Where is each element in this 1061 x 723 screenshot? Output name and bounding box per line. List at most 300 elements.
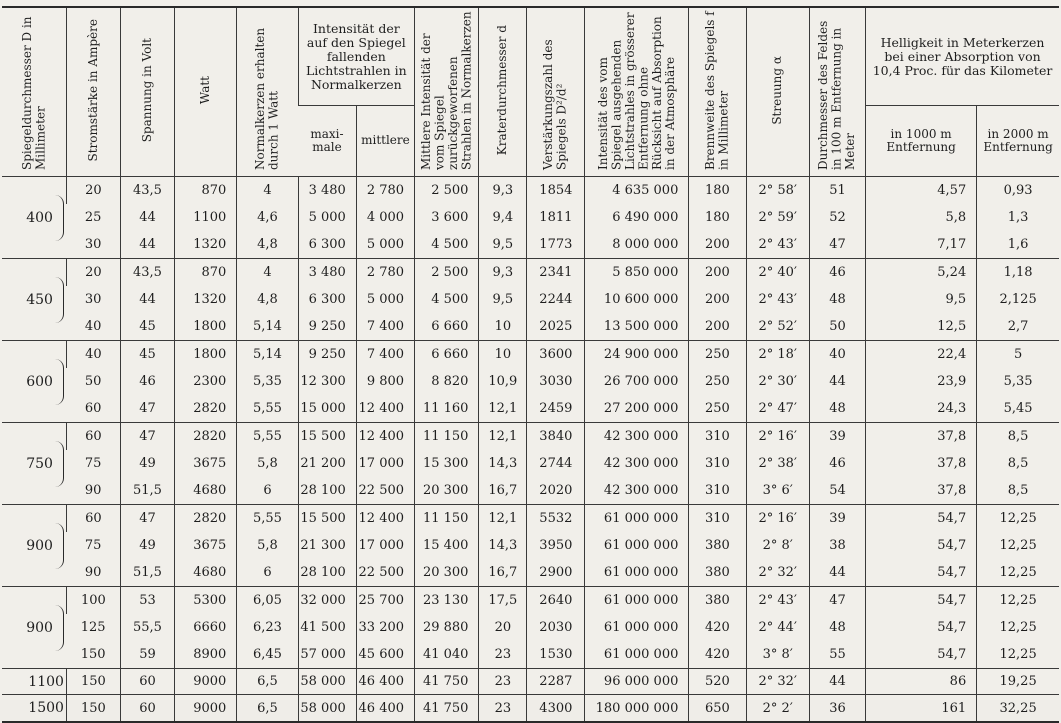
cell-durchmesser-feld: 51 xyxy=(809,177,865,205)
cell-verstaerkungszahl: 1811 xyxy=(527,204,585,231)
cell-durchmesser-feld: 48 xyxy=(809,614,865,641)
cell-watt: 3675 xyxy=(174,450,236,477)
header-kraterdurchmesser: Kraterdurchmesser d xyxy=(479,7,527,177)
cell-kraterdurchmesser: 9,5 xyxy=(479,286,527,313)
cell-spannung: 47 xyxy=(120,423,174,451)
header-watt: Watt xyxy=(174,7,236,177)
cell-intensitaet-mittlere: 12 400 xyxy=(356,423,414,451)
cell-intensitaet-mittlere: 33 200 xyxy=(356,614,414,641)
cell-brennweite: 180 xyxy=(689,177,746,205)
cell-streuung: 2° 58′ xyxy=(746,177,809,205)
cell-streuung: 2° 38′ xyxy=(746,450,809,477)
cell-streuung: 3° 6′ xyxy=(746,477,809,505)
cell-spiegeldurchmesser xyxy=(2,669,66,695)
cell-mittlere-intensitaet: 41 750 xyxy=(415,669,479,695)
cell-streuung: 2° 43′ xyxy=(746,231,809,259)
cell-verstaerkungszahl: 2244 xyxy=(527,286,585,313)
cell-helligkeit-2000: 1,6 xyxy=(977,231,1059,259)
cell-mittlere-intensitaet: 3 600 xyxy=(415,204,479,231)
cell-stromstaerke: 150 xyxy=(80,646,106,662)
cell-brennweite: 310 xyxy=(689,423,746,451)
table-row xyxy=(2,313,1059,341)
diameter-value: 900 xyxy=(26,537,53,554)
cell-kraterdurchmesser: 17,5 xyxy=(479,587,527,615)
cell-stromstaerke: 150 xyxy=(66,695,120,722)
cell-spannung: 53 xyxy=(120,587,174,615)
cell-durchmesser-feld: 48 xyxy=(809,286,865,313)
cell-streuung: 2° 52′ xyxy=(746,313,809,341)
cell-helligkeit-2000: 8,5 xyxy=(977,477,1059,505)
cell-helligkeit-1000: 12,5 xyxy=(866,313,977,341)
cell-spannung: 49 xyxy=(120,450,174,477)
cell-streuung: 2° 43′ xyxy=(746,286,809,313)
cell-helligkeit-1000: 54,7 xyxy=(866,614,977,641)
cell-spannung: 60 xyxy=(120,695,174,722)
cell-normalkerzen: 4,8 xyxy=(237,231,298,259)
cell-mittlere-intensitaet: 8 820 xyxy=(415,368,479,395)
cell-helligkeit-2000: 12,25 xyxy=(977,641,1059,669)
cell-spiegeldurchmesser xyxy=(2,177,66,259)
cell-watt: 3675 xyxy=(174,532,236,559)
cell-durchmesser-feld: 52 xyxy=(809,204,865,231)
table-row xyxy=(2,231,1059,259)
cell-helligkeit-2000: 8,5 xyxy=(977,450,1059,477)
cell-watt: 870 xyxy=(174,177,236,205)
cell-intensitaet-spiegel: 61 000 000 xyxy=(585,559,689,587)
cell-helligkeit-1000: 37,8 xyxy=(866,477,977,505)
table-row xyxy=(2,395,1059,423)
header-brennweite: Brennweite des Spiegels f in Millimeter xyxy=(689,7,746,177)
cell-intensitaet-mittlere: 4 000 xyxy=(356,204,414,231)
cell-intensitaet-mittlere: 9 800 xyxy=(356,368,414,395)
cell-brennweite: 200 xyxy=(689,231,746,259)
cell-helligkeit-1000: 161 xyxy=(866,695,977,722)
header-durchmesser-feld: Durchmesser des Feldes in 100 m Entfernung in Meter xyxy=(809,7,865,177)
cell-helligkeit-2000: 8,5 xyxy=(977,423,1059,451)
cell-helligkeit-1000: 54,7 xyxy=(866,559,977,587)
table-body xyxy=(2,177,1059,723)
cell-brennweite: 380 xyxy=(689,559,746,587)
table-row xyxy=(2,423,1059,451)
cell-intensitaet-spiegel: 180 000 000 xyxy=(585,695,689,722)
cell-streuung: 2° 43′ xyxy=(746,587,809,615)
cell-stromstaerke: 50 xyxy=(84,374,102,390)
group-brace xyxy=(55,195,64,241)
cell-spannung: 43,5 xyxy=(120,177,174,205)
cell-mittlere-intensitaet: 23 130 xyxy=(415,587,479,615)
cell-helligkeit-2000: 32,25 xyxy=(977,695,1059,722)
cell-durchmesser-feld: 39 xyxy=(809,505,865,533)
cell-stromstaerke: 60 xyxy=(84,400,102,416)
cell-helligkeit-1000: 7,17 xyxy=(866,231,977,259)
cell-durchmesser-feld: 50 xyxy=(809,313,865,341)
table-row xyxy=(2,177,1059,205)
cell-helligkeit-2000: 12,25 xyxy=(977,505,1059,533)
cell-watt: 2820 xyxy=(174,423,236,451)
cell-kraterdurchmesser: 12,1 xyxy=(479,505,527,533)
header-helligkeit-1000: in 1000 m Entfernung xyxy=(866,106,977,177)
cell-normalkerzen: 6 xyxy=(237,477,298,505)
cell-intensitaet-spiegel: 96 000 000 xyxy=(585,669,689,695)
table-row xyxy=(2,695,1059,722)
cell-verstaerkungszahl: 2459 xyxy=(527,395,585,423)
cell-watt: 8900 xyxy=(174,641,236,669)
table-row xyxy=(2,477,1059,505)
cell-kraterdurchmesser: 14,3 xyxy=(479,450,527,477)
cell-spannung: 47 xyxy=(120,395,174,423)
cell-stromstaerke: 90 xyxy=(84,564,102,580)
group-brace xyxy=(55,441,64,487)
cell-intensitaet-max: 3 480 xyxy=(298,177,356,205)
cell-durchmesser-feld: 38 xyxy=(809,532,865,559)
cell-normalkerzen: 6,23 xyxy=(237,614,298,641)
cell-intensitaet-spiegel: 13 500 000 xyxy=(585,313,689,341)
cell-verstaerkungszahl: 2287 xyxy=(527,669,585,695)
cell-mittlere-intensitaet: 11 160 xyxy=(415,395,479,423)
cell-durchmesser-feld: 46 xyxy=(809,259,865,287)
cell-watt: 1100 xyxy=(174,204,236,231)
cell-intensitaet-spiegel: 61 000 000 xyxy=(585,532,689,559)
cell-helligkeit-1000: 54,7 xyxy=(866,587,977,615)
cell-intensitaet-max: 28 100 xyxy=(298,477,356,505)
cell-helligkeit-2000: 12,25 xyxy=(977,587,1059,615)
cell-kraterdurchmesser: 16,7 xyxy=(479,477,527,505)
cell-helligkeit-1000: 5,8 xyxy=(866,204,977,231)
cell-verstaerkungszahl: 2025 xyxy=(527,313,585,341)
cell-helligkeit-1000: 9,5 xyxy=(866,286,977,313)
table-row xyxy=(2,204,1059,231)
cell-kraterdurchmesser: 16,7 xyxy=(479,559,527,587)
cell-verstaerkungszahl: 3600 xyxy=(527,341,585,369)
cell-intensitaet-mittlere: 46 400 xyxy=(356,695,414,722)
diameter-value: 1100 xyxy=(28,673,64,690)
diameter-value: 400 xyxy=(26,209,53,226)
header-mittlere-intensitaet: Mittlere Intensität der vom Spiegel zurückgeworfenen Strahlen in Normalkerzen xyxy=(415,7,479,177)
cell-intensitaet-spiegel: 42 300 000 xyxy=(585,477,689,505)
cell-durchmesser-feld: 47 xyxy=(809,587,865,615)
cell-normalkerzen: 5,55 xyxy=(237,423,298,451)
cell-brennweite: 420 xyxy=(689,641,746,669)
cell-stromstaerke: 75 xyxy=(84,456,102,472)
cell-spannung: 44 xyxy=(120,204,174,231)
cell-watt: 9000 xyxy=(174,669,236,695)
table-row xyxy=(2,286,1059,313)
cell-intensitaet-max: 15 500 xyxy=(298,505,356,533)
cell-brennweite: 420 xyxy=(689,614,746,641)
cell-intensitaet-mittlere: 5 000 xyxy=(356,286,414,313)
cell-normalkerzen: 4 xyxy=(237,259,298,287)
cell-kraterdurchmesser: 10 xyxy=(479,313,527,341)
cell-watt: 870 xyxy=(174,259,236,287)
header-verstaerkungszahl: Verstärkungszahl des Spiegels D²/d² xyxy=(527,7,585,177)
diameter-value: 750 xyxy=(26,455,53,472)
cell-stromstaerke: 100 xyxy=(66,587,120,615)
cell-intensitaet-max: 6 300 xyxy=(298,231,356,259)
header-intensitaet-spiegel: Intensität des vom Spiegel ausgehenden Lichtstrahles in grösserer Entfernung ohne Rücksicht auf Absorption in der Atmosphäre xyxy=(585,7,689,177)
cell-durchmesser-feld: 44 xyxy=(809,559,865,587)
table-row xyxy=(2,559,1059,587)
cell-intensitaet-max: 15 000 xyxy=(298,395,356,423)
cell-helligkeit-2000: 1,3 xyxy=(977,204,1059,231)
cell-helligkeit-2000: 12,25 xyxy=(977,614,1059,641)
cell-stromstaerke: 20 xyxy=(66,259,120,287)
cell-brennweite: 380 xyxy=(689,532,746,559)
cell-helligkeit-1000: 37,8 xyxy=(866,423,977,451)
cell-intensitaet-spiegel: 27 200 000 xyxy=(585,395,689,423)
cell-normalkerzen: 4,8 xyxy=(237,286,298,313)
cell-helligkeit-2000: 5,35 xyxy=(977,368,1059,395)
cell-watt: 4680 xyxy=(174,559,236,587)
cell-intensitaet-max: 32 000 xyxy=(298,587,356,615)
cell-streuung: 2° 40′ xyxy=(746,259,809,287)
cell-helligkeit-2000: 2,7 xyxy=(977,313,1059,341)
cell-durchmesser-feld: 48 xyxy=(809,395,865,423)
cell-verstaerkungszahl: 2341 xyxy=(527,259,585,287)
cell-stromstaerke: 30 xyxy=(84,236,102,252)
cell-kraterdurchmesser: 12,1 xyxy=(479,423,527,451)
cell-streuung: 3° 8′ xyxy=(746,641,809,669)
table-row xyxy=(2,259,1059,287)
cell-normalkerzen: 6,45 xyxy=(237,641,298,669)
cell-intensitaet-max: 3 480 xyxy=(298,259,356,287)
cell-mittlere-intensitaet: 15 400 xyxy=(415,532,479,559)
cell-intensitaet-max: 58 000 xyxy=(298,669,356,695)
cell-spannung: 45 xyxy=(120,341,174,369)
cell-verstaerkungszahl: 2030 xyxy=(527,614,585,641)
cell-intensitaet-max: 12 300 xyxy=(298,368,356,395)
cell-verstaerkungszahl: 5532 xyxy=(527,505,585,533)
cell-intensitaet-spiegel: 10 600 000 xyxy=(585,286,689,313)
cell-kraterdurchmesser: 9,3 xyxy=(479,177,527,205)
cell-stromstaerke: 125 xyxy=(80,620,106,636)
cell-brennweite: 180 xyxy=(689,204,746,231)
cell-normalkerzen: 6 xyxy=(237,559,298,587)
cell-stromstaerke: 20 xyxy=(66,177,120,205)
cell-spannung: 55,5 xyxy=(120,614,174,641)
cell-intensitaet-mittlere: 25 700 xyxy=(356,587,414,615)
cell-intensitaet-spiegel: 5 850 000 xyxy=(585,259,689,287)
cell-spannung: 60 xyxy=(120,669,174,695)
cell-spiegeldurchmesser xyxy=(2,587,66,669)
cell-watt: 1320 xyxy=(174,231,236,259)
cell-mittlere-intensitaet: 6 660 xyxy=(415,313,479,341)
table-row xyxy=(2,341,1059,369)
cell-brennweite: 200 xyxy=(689,286,746,313)
cell-helligkeit-2000: 5 xyxy=(977,341,1059,369)
cell-normalkerzen: 5,55 xyxy=(237,505,298,533)
cell-verstaerkungszahl: 2744 xyxy=(527,450,585,477)
cell-stromstaerke: 40 xyxy=(84,318,102,334)
diameter-value: 1500 xyxy=(28,700,64,717)
cell-streuung: 2° 8′ xyxy=(746,532,809,559)
cell-intensitaet-max: 9 250 xyxy=(298,313,356,341)
cell-helligkeit-2000: 2,125 xyxy=(977,286,1059,313)
cell-kraterdurchmesser: 14,3 xyxy=(479,532,527,559)
cell-stromstaerke: 60 xyxy=(66,423,120,451)
cell-kraterdurchmesser: 23 xyxy=(479,641,527,669)
group-brace xyxy=(55,359,64,405)
cell-kraterdurchmesser: 12,1 xyxy=(479,395,527,423)
cell-helligkeit-1000: 4,57 xyxy=(866,177,977,205)
cell-brennweite: 250 xyxy=(689,341,746,369)
cell-intensitaet-mittlere: 2 780 xyxy=(356,177,414,205)
cell-kraterdurchmesser: 10,9 xyxy=(479,368,527,395)
cell-durchmesser-feld: 36 xyxy=(809,695,865,722)
cell-mittlere-intensitaet: 2 500 xyxy=(415,177,479,205)
cell-watt: 4680 xyxy=(174,477,236,505)
cell-watt: 2820 xyxy=(174,395,236,423)
header-spiegeldurchmesser: Spiegeldurchmesser D in Millimeter xyxy=(2,7,66,177)
cell-spannung: 44 xyxy=(120,231,174,259)
cell-spannung: 59 xyxy=(120,641,174,669)
cell-streuung: 2° 47′ xyxy=(746,395,809,423)
cell-streuung: 2° 2′ xyxy=(746,695,809,722)
cell-stromstaerke: 25 xyxy=(84,209,102,225)
cell-intensitaet-mittlere: 45 600 xyxy=(356,641,414,669)
cell-intensitaet-max: 21 200 xyxy=(298,450,356,477)
cell-intensitaet-mittlere: 7 400 xyxy=(356,341,414,369)
table-row xyxy=(2,587,1059,615)
cell-intensitaet-mittlere: 17 000 xyxy=(356,532,414,559)
cell-durchmesser-feld: 47 xyxy=(809,231,865,259)
cell-intensitaet-mittlere: 5 000 xyxy=(356,231,414,259)
header-intensitaet-max: maxi-male xyxy=(298,106,356,177)
cell-intensitaet-mittlere: 22 500 xyxy=(356,559,414,587)
cell-spannung: 51,5 xyxy=(120,477,174,505)
cell-intensitaet-mittlere: 7 400 xyxy=(356,313,414,341)
cell-normalkerzen: 5,14 xyxy=(237,341,298,369)
cell-normalkerzen: 5,55 xyxy=(237,395,298,423)
cell-verstaerkungszahl: 2640 xyxy=(527,587,585,615)
cell-mittlere-intensitaet: 11 150 xyxy=(415,423,479,451)
cell-verstaerkungszahl: 3840 xyxy=(527,423,585,451)
cell-intensitaet-mittlere: 22 500 xyxy=(356,477,414,505)
cell-helligkeit-1000: 24,3 xyxy=(866,395,977,423)
cell-intensitaet-max: 6 300 xyxy=(298,286,356,313)
cell-watt: 2300 xyxy=(174,368,236,395)
cell-mittlere-intensitaet: 29 880 xyxy=(415,614,479,641)
cell-helligkeit-2000: 0,93 xyxy=(977,177,1059,205)
cell-brennweite: 200 xyxy=(689,259,746,287)
cell-intensitaet-mittlere: 46 400 xyxy=(356,669,414,695)
cell-intensitaet-mittlere: 12 400 xyxy=(356,505,414,533)
header-stromstaerke: Stromstärke in Ampère xyxy=(66,7,120,177)
cell-verstaerkungszahl: 3950 xyxy=(527,532,585,559)
cell-streuung: 2° 32′ xyxy=(746,669,809,695)
cell-helligkeit-2000: 12,25 xyxy=(977,532,1059,559)
cell-normalkerzen: 4 xyxy=(237,177,298,205)
table-row xyxy=(2,368,1059,395)
cell-kraterdurchmesser: 9,3 xyxy=(479,259,527,287)
cell-stromstaerke: 150 xyxy=(66,669,120,695)
cell-mittlere-intensitaet: 41 040 xyxy=(415,641,479,669)
cell-kraterdurchmesser: 9,5 xyxy=(479,231,527,259)
cell-intensitaet-spiegel: 61 000 000 xyxy=(585,614,689,641)
header-streuung: Streuung α xyxy=(746,7,809,177)
cell-spiegeldurchmesser xyxy=(2,259,66,341)
cell-mittlere-intensitaet: 6 660 xyxy=(415,341,479,369)
cell-intensitaet-max: 57 000 xyxy=(298,641,356,669)
cell-normalkerzen: 5,8 xyxy=(237,450,298,477)
cell-durchmesser-feld: 39 xyxy=(809,423,865,451)
cell-durchmesser-feld: 55 xyxy=(809,641,865,669)
table-row xyxy=(2,450,1059,477)
diameter-value: 450 xyxy=(26,291,53,308)
cell-normalkerzen: 6,05 xyxy=(237,587,298,615)
cell-intensitaet-max: 58 000 xyxy=(298,695,356,722)
cell-brennweite: 310 xyxy=(689,450,746,477)
cell-intensitaet-max: 41 500 xyxy=(298,614,356,641)
cell-brennweite: 250 xyxy=(689,368,746,395)
cell-watt: 9000 xyxy=(174,695,236,722)
cell-kraterdurchmesser: 10 xyxy=(479,341,527,369)
group-brace xyxy=(55,605,64,651)
cell-helligkeit-1000: 86 xyxy=(866,669,977,695)
cell-watt: 5300 xyxy=(174,587,236,615)
header-intensitaet-group: Intensität der auf den Spiegel fallenden Lichtstrahlen in Normalkerzen xyxy=(298,7,414,106)
cell-kraterdurchmesser: 23 xyxy=(479,695,527,722)
cell-intensitaet-spiegel: 4 635 000 xyxy=(585,177,689,205)
cell-intensitaet-mittlere: 17 000 xyxy=(356,450,414,477)
cell-intensitaet-mittlere: 2 780 xyxy=(356,259,414,287)
cell-mittlere-intensitaet: 41 750 xyxy=(415,695,479,722)
cell-spannung: 51,5 xyxy=(120,559,174,587)
cell-verstaerkungszahl: 1530 xyxy=(527,641,585,669)
header-spannung: Spannung in Volt xyxy=(120,7,174,177)
cell-streuung: 2° 44′ xyxy=(746,614,809,641)
cell-intensitaet-spiegel: 24 900 000 xyxy=(585,341,689,369)
cell-helligkeit-2000: 19,25 xyxy=(977,669,1059,695)
cell-stromstaerke: 60 xyxy=(66,505,120,533)
cell-spannung: 43,5 xyxy=(120,259,174,287)
cell-kraterdurchmesser: 9,4 xyxy=(479,204,527,231)
cell-intensitaet-spiegel: 8 000 000 xyxy=(585,231,689,259)
cell-spiegeldurchmesser xyxy=(2,341,66,423)
cell-brennweite: 310 xyxy=(689,477,746,505)
header-helligkeit-2000: in 2000 m Entfernung xyxy=(977,106,1059,177)
cell-stromstaerke: 75 xyxy=(84,538,102,554)
cell-helligkeit-1000: 37,8 xyxy=(866,450,977,477)
cell-verstaerkungszahl: 2900 xyxy=(527,559,585,587)
cell-watt: 6660 xyxy=(174,614,236,641)
group-brace xyxy=(55,523,64,569)
cell-helligkeit-1000: 23,9 xyxy=(866,368,977,395)
cell-kraterdurchmesser: 23 xyxy=(479,669,527,695)
cell-helligkeit-2000: 5,45 xyxy=(977,395,1059,423)
cell-brennweite: 250 xyxy=(689,395,746,423)
cell-verstaerkungszahl: 3030 xyxy=(527,368,585,395)
cell-spiegeldurchmesser xyxy=(2,423,66,505)
header-helligkeit-group: Helligkeit in Meterkerzen bei einer Absorption von 10,4 Proc. für das Kilometer xyxy=(866,7,1059,106)
cell-verstaerkungszahl: 4300 xyxy=(527,695,585,722)
cell-mittlere-intensitaet: 4 500 xyxy=(415,231,479,259)
cell-intensitaet-mittlere: 12 400 xyxy=(356,395,414,423)
table-row xyxy=(2,641,1059,669)
cell-stromstaerke: 90 xyxy=(84,482,102,498)
cell-mittlere-intensitaet: 2 500 xyxy=(415,259,479,287)
header-normalkerzen-watt: Normalkerzen erhalten durch 1 Watt xyxy=(237,7,298,177)
cell-brennweite: 200 xyxy=(689,313,746,341)
cell-streuung: 2° 59′ xyxy=(746,204,809,231)
table-row xyxy=(2,614,1059,641)
cell-helligkeit-1000: 54,7 xyxy=(866,641,977,669)
cell-spannung: 44 xyxy=(120,286,174,313)
cell-streuung: 2° 32′ xyxy=(746,559,809,587)
cell-mittlere-intensitaet: 20 300 xyxy=(415,477,479,505)
cell-streuung: 2° 30′ xyxy=(746,368,809,395)
cell-streuung: 2° 16′ xyxy=(746,423,809,451)
cell-mittlere-intensitaet: 15 300 xyxy=(415,450,479,477)
